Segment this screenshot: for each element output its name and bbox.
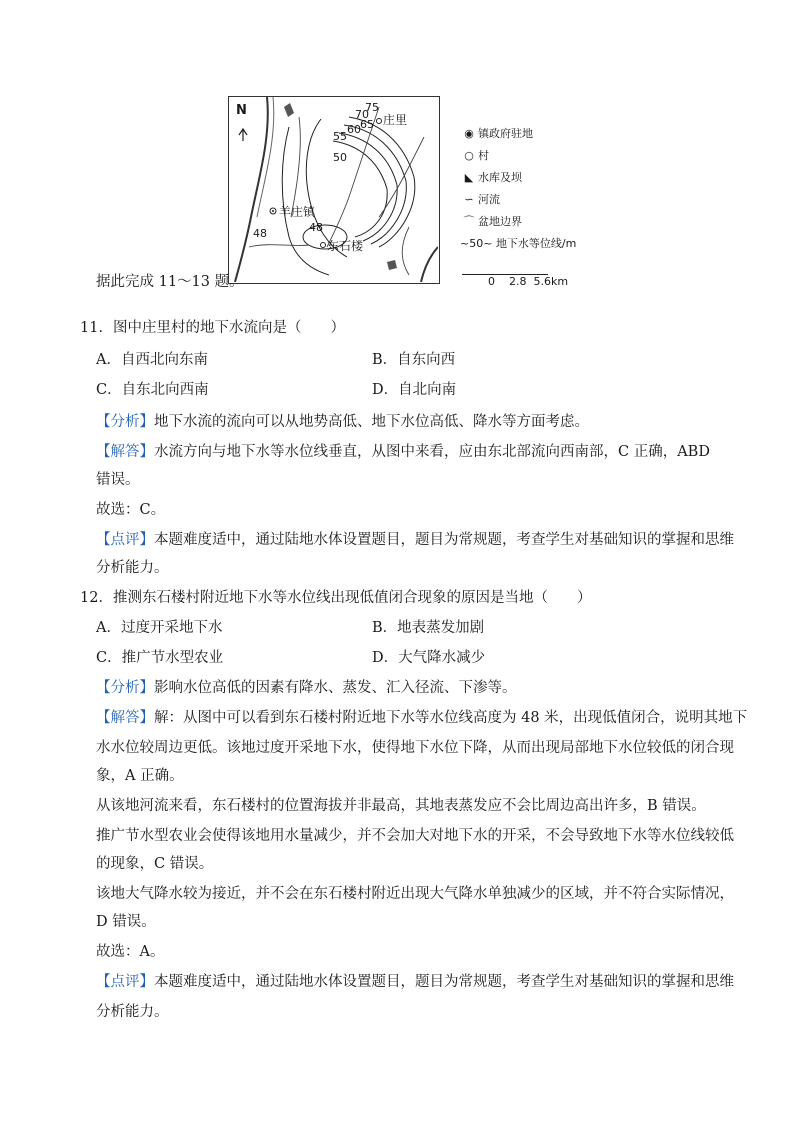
q11-choice: 故选：C。 (96, 502, 166, 518)
legend-basin-label: 盆地边界 (478, 215, 522, 228)
village-label-dongshilou: 东石楼 (327, 239, 364, 253)
q11-option-d: D．自北向南 (372, 382, 457, 398)
comment-tag: 【点评】 (96, 974, 154, 990)
reservoir-symbol-icon: ◣ (464, 171, 474, 184)
q11-analysis (96, 412, 589, 432)
q11-comment-line-1 (96, 530, 734, 550)
map-frame (228, 96, 440, 284)
q12-comment-text-1: 本题难度适中，通过陆地水体设置题目，题目为常规题，考查学生对基础知识的掌握和思维 (154, 974, 734, 990)
q12-analysis-text: 影响水位高低的因素有降水、蒸发、汇入径流、下渗等。 (154, 680, 517, 696)
village-symbol-icon: ○ (464, 149, 474, 162)
legend-contour-value: 50 (469, 237, 484, 250)
q11-option-c: C．自东北向西南 (96, 382, 209, 398)
contour-label-60: 60 (347, 123, 361, 136)
q11-option-b: B．自东向西 (372, 352, 456, 368)
q11-answer-line-2: 错误。 (96, 472, 140, 488)
legend-town (460, 126, 533, 142)
q11-answer-text-1: 水流方向与地下水等水位线垂直，从图中来看，应由东北部流向西南部，C 正确，ABD (154, 444, 710, 460)
comment-tag: 【点评】 (96, 532, 154, 548)
north-label: N (236, 103, 247, 118)
legend-basin (460, 214, 522, 230)
contour-label-65: 65 (360, 118, 374, 131)
contour-label-55: 55 (333, 130, 347, 143)
q12-analysis (96, 678, 517, 698)
scale-bar (460, 258, 569, 288)
q12-stem: 12．推测东石楼村附近地下水等水位线出现低值闭合现象的原因是当地（ ） (80, 590, 592, 606)
legend-river-label: 河流 (478, 193, 500, 206)
contour-label-48-west: 48 (253, 227, 267, 240)
legend-contour-label: 地下水等位线/m (495, 237, 577, 250)
contour-label-48-closed: 48 (309, 221, 323, 234)
q12-answer-line-3: 象，A 正确。 (96, 768, 184, 784)
q12-option-d: D．大气降水减少 (372, 650, 486, 666)
legend-contour (460, 236, 576, 252)
q11-comment-line-2: 分析能力。 (96, 560, 169, 576)
contour-label-50: 50 (333, 151, 347, 164)
q11-comment-text-1: 本题难度适中，通过陆地水体设置题目，题目为常规题，考查学生对基础知识的掌握和思维 (154, 532, 734, 548)
q12-paragraph-4-line-1: 该地大气降水较为接近，并不会在东石楼村附近出现大气降水单独减少的区域，并不符合实际情况， (96, 886, 734, 902)
q11-answer-line-1 (96, 442, 710, 462)
contour-label-70: 70 (355, 108, 369, 121)
town-label-yangzhuang: 羊庄镇 (279, 205, 316, 219)
q12-option-c: C．推广节水型农业 (96, 650, 224, 666)
answer-tag: 【解答】 (96, 444, 154, 460)
q12-answer-line-1 (96, 708, 747, 728)
legend-river (460, 192, 500, 208)
scale-bar-line (462, 274, 548, 275)
contour-symbol-icon: ~ (460, 237, 470, 250)
legend-town-label: 镇政府驻地 (478, 127, 533, 140)
answer-tag: 【解答】 (96, 710, 154, 726)
q12-paragraph-3-line-1: 推广节水型农业会使得该地用水量减少，并不会加大对地下水的开采，不会导致地下水等水位线较低 (96, 828, 734, 844)
q12-option-b: B．地表蒸发加剧 (372, 620, 485, 636)
q12-paragraph-2: 从该地河流来看，东石楼村的位置海拔并非最高，其地表蒸发应不会比周边高出许多，B 错误。 (96, 798, 706, 814)
q12-choice: 故选：A。 (96, 944, 165, 960)
village-label-zhuangli: 庄里 (383, 113, 408, 127)
basin-boundary-symbol-icon: ⌒ (463, 215, 475, 228)
legend-village-label: 村 (478, 149, 489, 162)
q12-paragraph-3-line-2: 的现象，C 错误。 (96, 856, 214, 872)
q12-answer-line-2: 水水位较周边更低。该地过度开采地下水，使得地下水位下降，从而出现局部地下水位较低的闭合现 (96, 740, 734, 756)
legend-village (460, 148, 489, 164)
legend-reservoir (460, 170, 522, 186)
q12-comment-line-2: 分析能力。 (96, 1004, 169, 1020)
q11-option-a: A．自西北向东南 (96, 352, 208, 368)
groundwater-map-figure (228, 96, 584, 286)
q11-stem: 11．图中庄里村的地下水流向是（ ） (80, 320, 345, 336)
q12-option-a: A．过度开采地下水 (96, 620, 223, 636)
town-symbol-icon: ◉ (464, 127, 474, 140)
river-symbol-icon: ∽ (464, 193, 474, 206)
q11-analysis-text: 地下水流的流向可以从地势高低、地下水位高低、降水等方面考虑。 (154, 414, 589, 430)
contour-line-icon: ~ (483, 237, 496, 250)
analysis-tag: 【分析】 (96, 414, 154, 430)
scale-bar-label: 0 2.8 5.6km (487, 275, 569, 288)
q12-paragraph-4-line-2: D 错误。 (96, 914, 156, 930)
legend-reservoir-label: 水库及坝 (478, 171, 522, 184)
q12-comment-line-1 (96, 972, 734, 992)
intro-text: 据此完成 11～13 题。 (96, 274, 244, 290)
contour-label-75: 75 (365, 101, 379, 114)
analysis-tag: 【分析】 (96, 680, 154, 696)
q12-answer-text-1: 解：从图中可以看到东石楼村附近地下水等水位线高度为 48 米，出现低值闭合，说明其地下 (154, 710, 748, 726)
